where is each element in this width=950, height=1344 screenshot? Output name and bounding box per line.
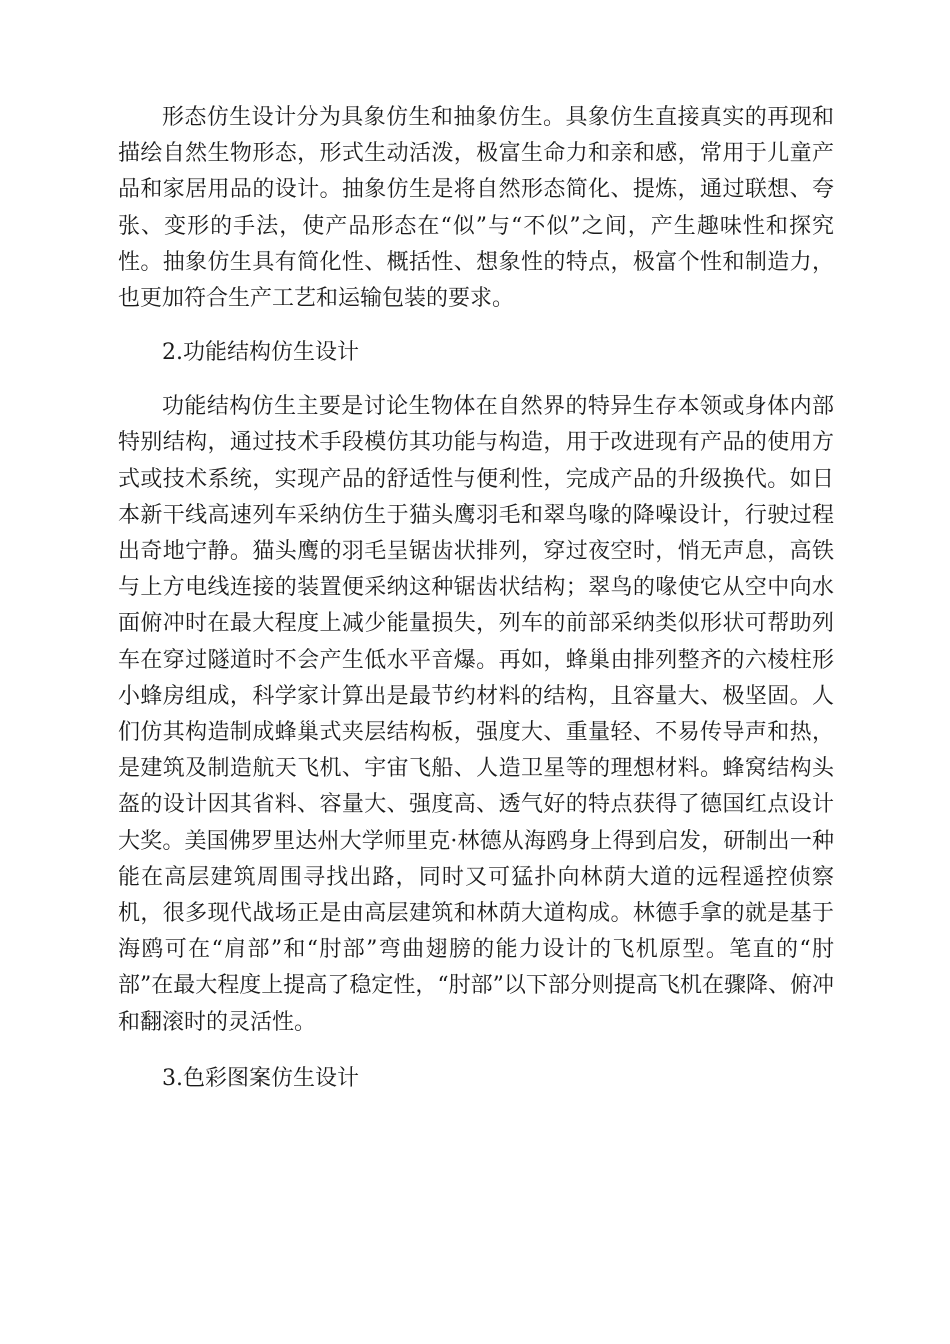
section-heading-color-pattern: 3.色彩图案仿生设计	[162, 1065, 359, 1091]
section-heading-function-structure: 2.功能结构仿生设计	[162, 340, 359, 366]
paragraph-function-structure-bionics: 功能结构仿生主要是讨论生物体在自然界的特异生存本领或身体内部特别结构，通过技术手段模仿其功能与构造，用于改进现有产品的使用方式或技术系统，实现产品的舒适性与便利性，完成产品的升级换代。如日本新干线高速列车采纳仿生于猫头鹰羽毛和翠鸟喙的降噪设计，行驶过程出奇地宁静。猫头鹰的羽毛呈锯齿状排列，穿过夜空时，悄无声息，高铁与上方电线连接的装置便采纳这种锯齿状结构；翠鸟的喙使它从空中向水面俯冲时在最大程度上减少能量损失，列车的前部采纳类似形状可帮助列车在穿过隧道时不会产生低水平音爆。再如，蜂巢由排列整齐的六棱柱形小蜂房组成，科学家计算出是最节约材料的结构，且容量大、极坚固。人们仿其构造制成蜂巢式夹层结构板，强度大、重量轻、不易传导声和热，是建筑及制造航天飞机、宇宙飞船、人造卫星等的理想材料。蜂窝结构头盔的设计因其省料、容量大、强度高、透气好的特点获得了德国红点设计大奖。美国佛罗里达州大学师里克·林德从海鸥身上得到启发，研制出一种能在高层建筑周围寻找出路，同时又可猛扑向林荫大道的远程遥控侦察机，很多现代战场正是由高层建筑和林荫大道构成。林德手拿的就是基于海鸥可在“肩部”和“肘部”弯曲翅膀的能力设计的飞机原型。笔直的“肘部”在最大程度上提高了稳定性，“肘部”以下部分则提高飞机在骤降、俯冲和翻滚时的灵活性。	[118, 394, 834, 1035]
document-page	[118, 100, 834, 1097]
paragraph-form-bionics: 形态仿生设计分为具象仿生和抽象仿生。具象仿生直接真实的再现和描绘自然生物形态，形式生动活泼，极富生命力和亲和感，常用于儿童产品和家居用品的设计。抽象仿生是将自然形态简化、提炼，通过联想、夸张、变形的手法，使产品形态在“似”与“不似”之间，产生趣味性和探究性。抽象仿生具有简化性、概括性、想象性的特点，极富个性和制造力，也更加符合生产工艺和运输包装的要求。	[118, 105, 834, 312]
